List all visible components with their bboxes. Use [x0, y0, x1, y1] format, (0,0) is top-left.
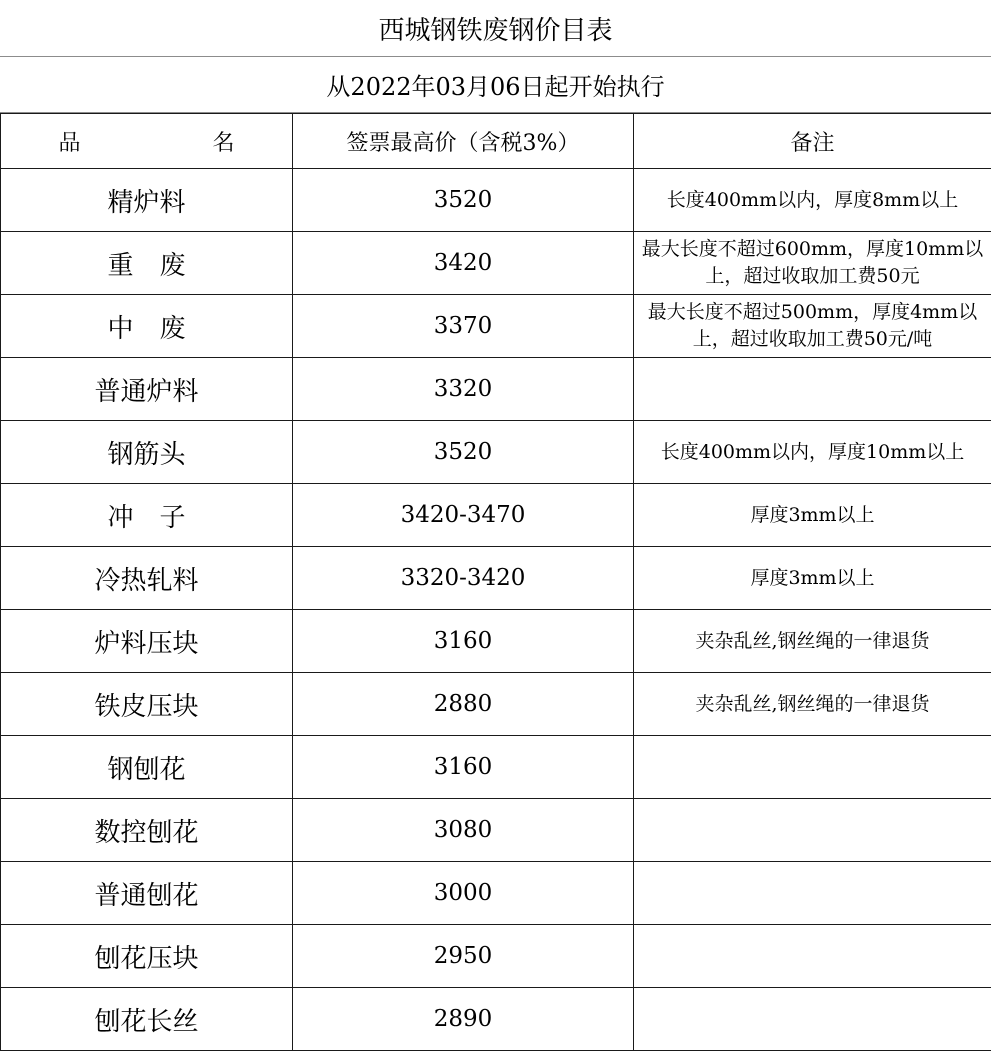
item-name: 冲 子 — [1, 484, 293, 547]
item-name: 钢筋头 — [1, 421, 293, 484]
item-name: 重 废 — [1, 232, 293, 295]
item-price: 3080 — [293, 799, 634, 862]
item-note: 夹杂乱丝,钢丝绳的一律退货 — [634, 673, 991, 736]
item-price: 3000 — [293, 862, 634, 925]
table-row — [1, 673, 991, 736]
item-price: 3320-3420 — [293, 547, 634, 610]
item-name: 刨花压块 — [1, 925, 293, 988]
item-note — [634, 799, 991, 862]
item-name: 普通炉料 — [1, 358, 293, 421]
item-note: 厚度3mm以上 — [634, 484, 991, 547]
item-note — [634, 736, 991, 799]
table-header-row — [1, 114, 991, 169]
item-price: 2880 — [293, 673, 634, 736]
table-row — [1, 736, 991, 799]
table-row — [1, 484, 991, 547]
item-price: 2950 — [293, 925, 634, 988]
table-row — [1, 925, 991, 988]
column-header-price: 签票最高价（含税3%） — [293, 114, 634, 169]
item-price: 3520 — [293, 169, 634, 232]
table-row — [1, 988, 991, 1051]
item-name: 炉料压块 — [1, 610, 293, 673]
item-name: 钢刨花 — [1, 736, 293, 799]
column-header-name: 品 名 — [1, 114, 293, 169]
item-note — [634, 862, 991, 925]
item-name: 中 废 — [1, 295, 293, 358]
table-row — [1, 610, 991, 673]
item-name: 铁皮压块 — [1, 673, 293, 736]
item-name: 数控刨花 — [1, 799, 293, 862]
table-row — [1, 295, 991, 358]
item-price: 3320 — [293, 358, 634, 421]
item-name: 冷热轧料 — [1, 547, 293, 610]
item-note: 长度400mm以内，厚度10mm以上 — [634, 421, 991, 484]
table-row — [1, 232, 991, 295]
column-header-note: 备注 — [634, 114, 991, 169]
item-name: 精炉料 — [1, 169, 293, 232]
item-price: 3160 — [293, 736, 634, 799]
item-note — [634, 988, 991, 1051]
item-price: 3160 — [293, 610, 634, 673]
effective-date: 从2022年03月06日起开始执行 — [0, 57, 991, 113]
item-price: 3420-3470 — [293, 484, 634, 547]
item-note: 最大长度不超过600mm，厚度10mm以上，超过收取加工费50元 — [634, 232, 991, 295]
item-name: 普通刨花 — [1, 862, 293, 925]
item-note — [634, 925, 991, 988]
item-note: 长度400mm以内，厚度8mm以上 — [634, 169, 991, 232]
item-price: 3520 — [293, 421, 634, 484]
item-price: 3370 — [293, 295, 634, 358]
price-table — [0, 113, 991, 1051]
item-note: 厚度3mm以上 — [634, 547, 991, 610]
table-row — [1, 799, 991, 862]
item-price: 2890 — [293, 988, 634, 1051]
item-note: 夹杂乱丝,钢丝绳的一律退货 — [634, 610, 991, 673]
item-note — [634, 358, 991, 421]
table-row — [1, 862, 991, 925]
table-row — [1, 421, 991, 484]
sheet-title: 西城钢铁废钢价目表 — [0, 0, 991, 57]
item-name: 刨花长丝 — [1, 988, 293, 1051]
item-note: 最大长度不超过500mm，厚度4mm以上，超过收取加工费50元/吨 — [634, 295, 991, 358]
table-row — [1, 547, 991, 610]
table-row — [1, 358, 991, 421]
table-row — [1, 169, 991, 232]
item-price: 3420 — [293, 232, 634, 295]
